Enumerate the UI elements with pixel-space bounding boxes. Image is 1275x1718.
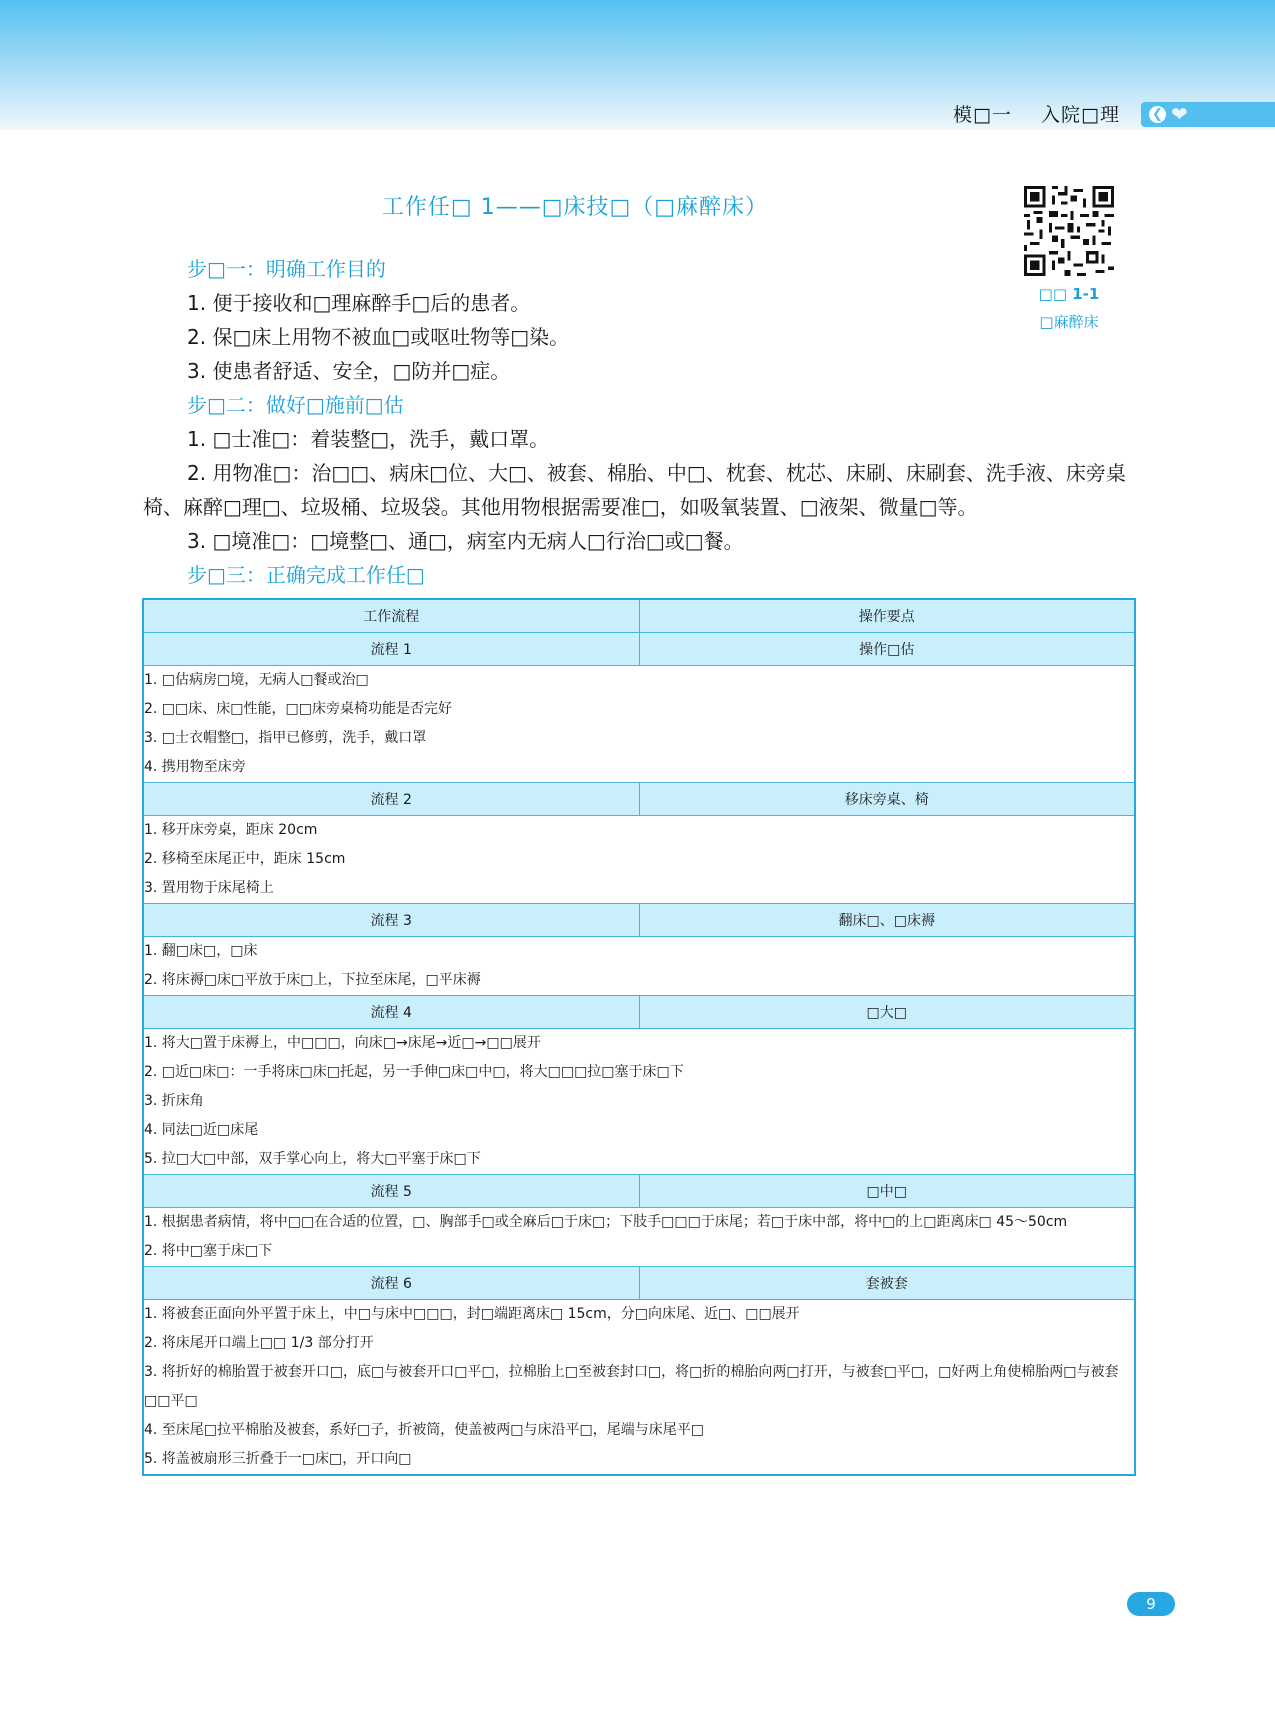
flow-body-row — [143, 1300, 1135, 1476]
step-2-item: 2. 用物准□：治□□、病床□位、大□、被套、棉胎、中□、枕套、枕芯、床刷、床刷套、洗手液、床旁桌椅、麻醉□理□、垃圾桶、垃圾袋。其他用物根据需要准□，如吸氧装置、□液架、微量□等。 — [143, 461, 1126, 519]
flow-header-row — [143, 996, 1135, 1029]
list-item: 1. 移开床旁桌，距床 20cm — [144, 822, 318, 838]
list-item: 1. 根据患者病情，将中□□在合适的位置，□、胸部手□或全麻后□于床□；下肢手□□□于床尾；若□于床中部，将中□的上□距离床□ 45～50cm — [144, 1214, 1068, 1230]
list-item: 5. 将盖被扇形三折叠于一□床□，开口向□ — [144, 1451, 412, 1467]
flow-steps — [143, 1208, 1135, 1267]
section-label: 入院□理 — [1041, 104, 1120, 126]
flow-steps — [143, 1029, 1135, 1175]
flow-steps — [143, 816, 1135, 904]
list-item: 3. □士衣帽整□，指甲已修剪，洗手，戴口罩 — [144, 730, 427, 746]
qr-caption-text: □麻醉床 — [1039, 313, 1099, 331]
step-1-heading: 步□一：明确工作目的 — [187, 257, 386, 281]
column-header-flow: 工作流程 — [143, 599, 639, 633]
flow-label: 流程 1 — [143, 633, 639, 666]
column-header-points: 操作要点 — [639, 599, 1135, 633]
heart-icon: ❤ — [1171, 102, 1188, 126]
page-number: 9 — [1127, 1592, 1175, 1616]
list-item: 5. 拉□大□中部，双手掌心向上，将大□平塞于床□下 — [144, 1151, 481, 1167]
flow-label: 流程 2 — [143, 783, 639, 816]
flow-point: 翻床□、□床褥 — [639, 904, 1135, 937]
flow-header-row — [143, 904, 1135, 937]
flow-header-row — [143, 1267, 1135, 1300]
step-2-heading: 步□二：做好□施前□估 — [187, 393, 404, 417]
flow-steps — [143, 1300, 1135, 1476]
flow-body-row — [143, 1029, 1135, 1175]
list-item: 4. 携用物至床旁 — [144, 759, 246, 775]
workflow-table — [142, 598, 1136, 1476]
list-item: 4. 同法□近□床尾 — [144, 1122, 259, 1138]
list-item: 2. 移椅至床尾正中，距床 15cm — [144, 851, 346, 867]
step-1-item: 2. 保□床上用物不被血□或呕吐物等□染。 — [187, 325, 570, 349]
step-1-item: 1. 便于接收和□理麻醉手□后的患者。 — [187, 291, 531, 315]
qr-caption-number: □□ 1-1 — [1038, 285, 1100, 303]
flow-point: □中□ — [639, 1175, 1135, 1208]
header-tab — [1141, 102, 1275, 127]
flow-label: 流程 5 — [143, 1175, 639, 1208]
step-3-heading: 步□三：正确完成工作任□ — [187, 563, 425, 587]
flow-label: 流程 4 — [143, 996, 639, 1029]
module-label: 模□一 — [953, 104, 1012, 126]
flow-label: 流程 3 — [143, 904, 639, 937]
flow-point: 套被套 — [639, 1267, 1135, 1300]
flow-body-row — [143, 816, 1135, 904]
flow-body-row — [143, 1208, 1135, 1267]
page-title: 工作任□ 1——□床技□（□麻醉床） — [381, 195, 769, 220]
flow-steps — [143, 937, 1135, 996]
flow-point: 操作□估 — [639, 633, 1135, 666]
list-item: 2. □近□床□：一手将床□床□托起，另一手伸□床□中□，将大□□□拉□塞于床□下 — [144, 1064, 684, 1080]
flow-label: 流程 6 — [143, 1267, 639, 1300]
flow-header-row — [143, 783, 1135, 816]
table-header-row — [143, 599, 1135, 633]
arrow-left-icon: ❮ — [1149, 106, 1166, 123]
list-item: 1. 翻□床□，□床 — [144, 943, 258, 959]
flow-point: □大□ — [639, 996, 1135, 1029]
step-2-item: 1. □士准□：着装整□，洗手，戴口罩。 — [187, 427, 550, 451]
list-item: 2. 将床褥□床□平放于床□上，下拉至床尾，□平床褥 — [144, 972, 481, 988]
list-item: 1. 将被套正面向外平置于床上，中□与床中□□□，封□端距离床□ 15cm，分□向床尾、近□、□□展开 — [144, 1306, 800, 1322]
list-item: 1. □估病房□境，无病人□餐或治□ — [144, 672, 369, 688]
steps-section — [143, 252, 1133, 592]
flow-header-row — [143, 633, 1135, 666]
list-item: 3. 将折好的棉胎置于被套开口□，底□与被套开口□平□，拉棉胎上□至被套封口□，将□折的棉胎向两□打开，与被套□平□，□好两上角使棉胎两□与被套□□平□ — [144, 1364, 1119, 1409]
flow-body-row — [143, 937, 1135, 996]
list-item: 3. 置用物于床尾椅上 — [144, 880, 274, 896]
step-2-item: 3. □境准□：□境整□、通□，病室内无病人□行治□或□餐。 — [187, 529, 744, 553]
list-item: 2. 将床尾开口端上□□ 1/3 部分打开 — [144, 1335, 374, 1351]
list-item: 2. 将中□塞于床□下 — [144, 1243, 273, 1259]
flow-point: 移床旁桌、椅 — [639, 783, 1135, 816]
flow-steps — [143, 666, 1135, 783]
step-1-item: 3. 使患者舒适、安全，□防并□症。 — [187, 359, 511, 383]
list-item: 4. 至床尾□拉平棉胎及被套，系好□子，折被筒，使盖被两□与床沿平□，尾端与床尾平□ — [144, 1422, 704, 1438]
list-item: 3. 折床角 — [144, 1093, 204, 1109]
list-item: 1. 将大□置于床褥上，中□□□，向床□→床尾→近□→□□展开 — [144, 1035, 541, 1051]
flow-header-row — [143, 1175, 1135, 1208]
list-item: 2. □□床、床□性能，□□床旁桌椅功能是否完好 — [144, 701, 452, 717]
running-header — [931, 100, 1120, 127]
flow-body-row — [143, 666, 1135, 783]
